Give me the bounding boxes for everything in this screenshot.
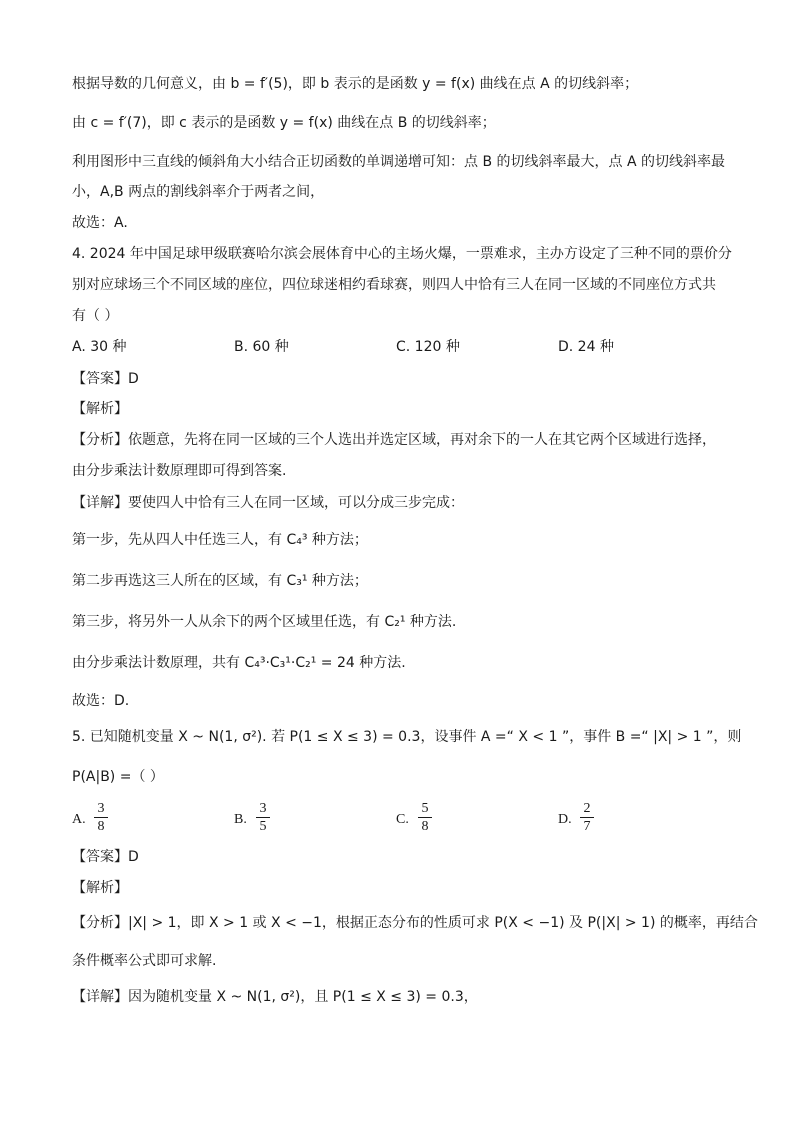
numerator: 3: [97, 801, 105, 816]
text-line: 【分析】|X| > 1，即 X > 1 或 X < −1，根据正态分布的性质可求 P(X < −1) 及 P(|X| > 1) 的概率，再结合: [72, 915, 758, 931]
text-line: 条件概率公式即可求解.: [72, 953, 217, 969]
q5-option-c-fraction: [418, 801, 432, 834]
q5-option-d-fraction: [580, 801, 594, 834]
text-line: 根据导数的几何意义，由 b = f′(5)，即 b 表示的是函数 y = f(x) 曲线在点 A 的切线斜率；: [72, 76, 639, 92]
answer-label: 【答案】D: [72, 849, 139, 865]
q5-option-b-letter: B.: [234, 812, 247, 827]
q4-option-d: D. 24 种: [558, 339, 614, 355]
answer-label: 【答案】D: [72, 371, 139, 387]
analysis-label: 【解析】: [72, 880, 128, 896]
text-line: 第二步再选这三人所在的区域，有 C₃¹ 种方法；: [72, 573, 368, 589]
denominator: 8: [97, 819, 105, 834]
q4-option-c: C. 120 种: [396, 339, 460, 355]
text-line: 小，A,B 两点的割线斜率介于两者之间，: [72, 184, 325, 200]
q4-option-a: A. 30 种: [72, 339, 127, 355]
text-line: 由 c = f′(7)，即 c 表示的是函数 y = f(x) 曲线在点 B 的切线斜率；: [72, 115, 496, 131]
text-line: 故选：A.: [72, 215, 128, 231]
text-line: 由分步乘法计数原理，共有 C₄³·C₃¹·C₂¹ = 24 种方法.: [72, 655, 406, 671]
numerator: 2: [583, 801, 591, 816]
analysis-label: 【解析】: [72, 401, 128, 417]
denominator: 7: [583, 819, 591, 834]
numerator: 3: [259, 801, 267, 816]
q5-option-a-fraction: [94, 801, 108, 834]
q5-option-c-letter: C.: [396, 812, 409, 827]
text-line: 第一步，先从四人中任选三人，有 C₄³ 种方法；: [72, 532, 368, 548]
text-line: 【详解】要使四人中恰有三人在同一区域，可以分成三步完成：: [72, 495, 464, 511]
text-line: 【分析】依题意，先将在同一区域的三个人选出并选定区域，再对余下的一人在其它两个区域进行选择，: [72, 432, 716, 448]
denominator: 8: [421, 819, 429, 834]
q4-option-b: B. 60 种: [234, 339, 289, 355]
q5-option-b-fraction: [256, 801, 270, 834]
q5-option-d-letter: D.: [558, 812, 572, 827]
text-line: 故选：D.: [72, 693, 130, 709]
question-4-text: 别对应球场三个不同区域的座位，四位球迷相约看球赛，则四人中恰有三人在同一区域的不同座位方式共: [72, 277, 716, 293]
q5-option-a-letter: A.: [72, 812, 86, 827]
text-line: 由分步乘法计数原理即可得到答案.: [72, 463, 287, 479]
denominator: 5: [259, 819, 267, 834]
text-line: 利用图形中三直线的倾斜角大小结合正切函数的单调递增可知：点 B 的切线斜率最大，点 A 的切线斜率最: [72, 154, 725, 170]
numerator: 5: [421, 801, 429, 816]
text-line: 【详解】因为随机变量 X ~ N(1, σ²)，且 P(1 ≤ X ≤ 3) = 0.3，: [72, 989, 478, 1005]
question-5-text: P(A|B) =（ ）: [72, 769, 164, 785]
text-line: 第三步，将另外一人从余下的两个区域里任选，有 C₂¹ 种方法.: [72, 614, 457, 630]
question-4-text: 有（ ）: [72, 308, 119, 324]
question-5-text: 5. 已知随机变量 X ~ N(1, σ²). 若 P(1 ≤ X ≤ 3) = 0.3，设事件 A =“ X < 1 ”，事件 B =“ |X| > 1 ”，则: [72, 729, 742, 745]
question-4-text: 4. 2024 年中国足球甲级联赛哈尔滨会展体育中心的主场火爆，一票难求，主办方设定了三种不同的票价分: [72, 246, 732, 262]
